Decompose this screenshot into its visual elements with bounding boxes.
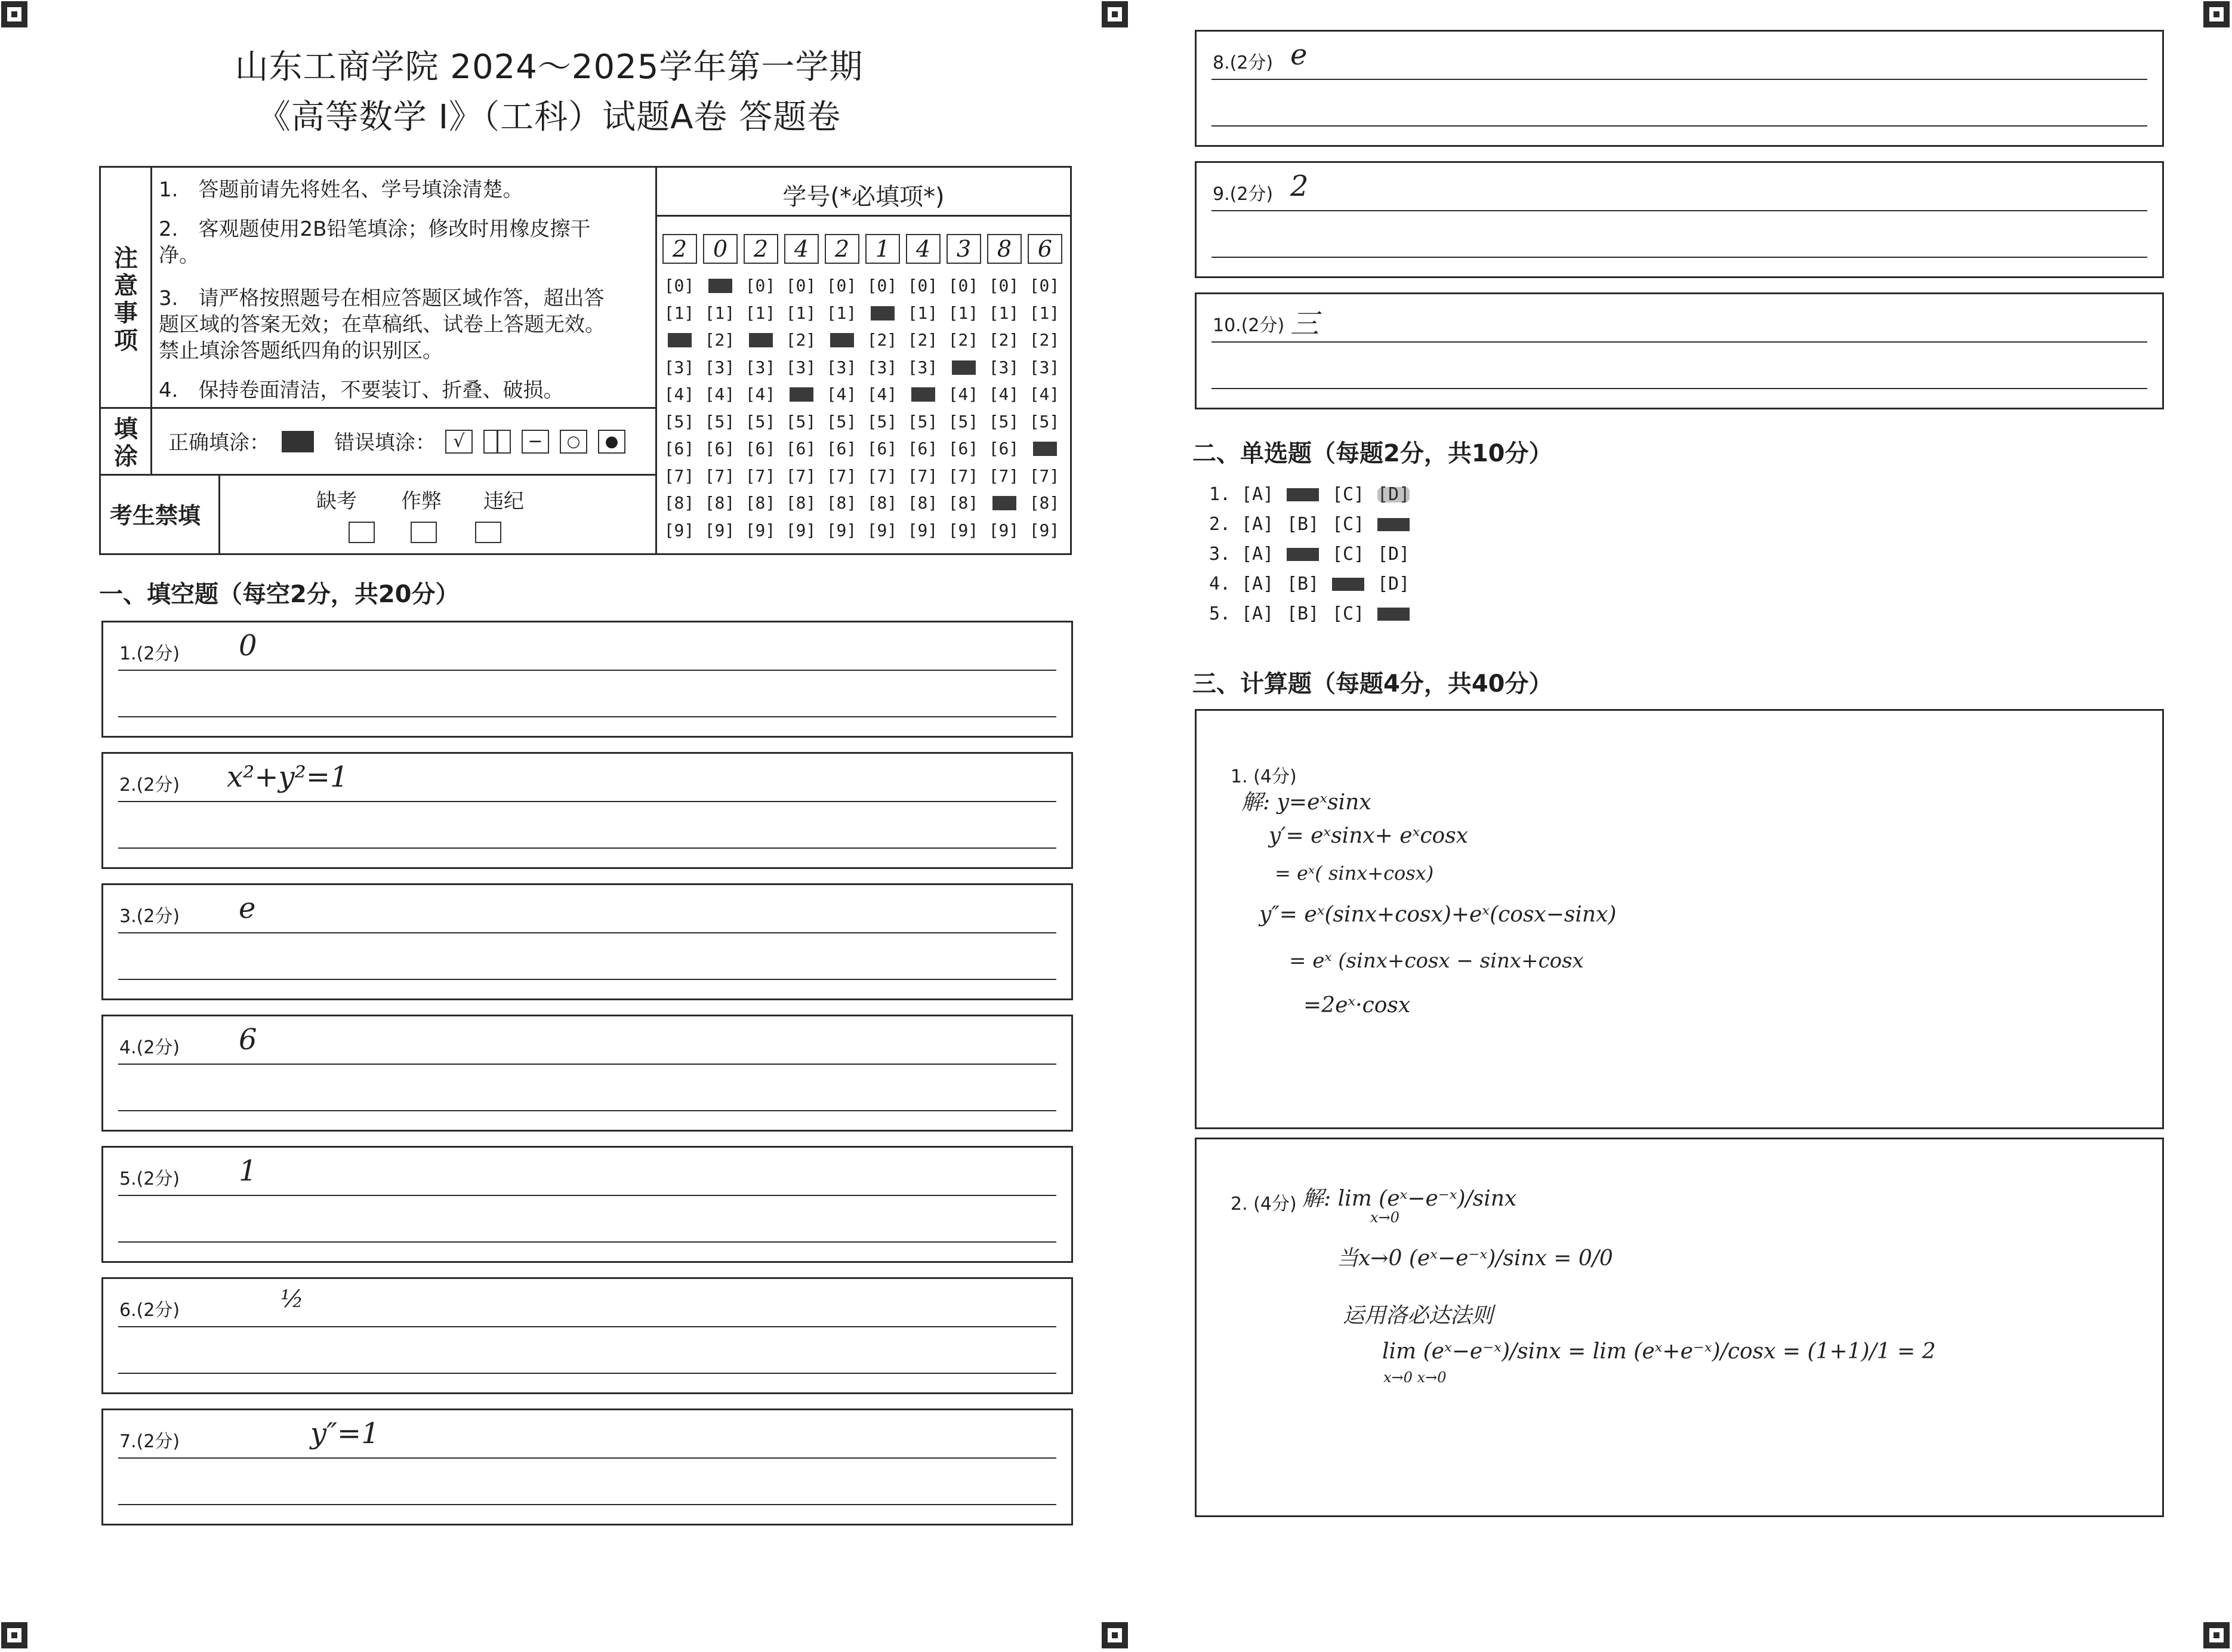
student-id-bubble[interactable]: [2]: [1029, 330, 1060, 350]
student-id-bubble[interactable]: [6]: [867, 439, 898, 458]
mc-option-c[interactable]: [1332, 602, 1377, 627]
student-id-bubble[interactable]: [4]: [826, 384, 857, 404]
student-id-bubble[interactable]: [0]: [948, 276, 979, 295]
registration-mark-bottom-right: [2203, 1622, 2230, 1648]
calc-q1-line: y″= eˣ(sinx+cosx)+eˣ(cosx−sinx): [1259, 902, 1617, 927]
mc-option-a[interactable]: [1241, 482, 1287, 507]
correct-fill-label: 正确填涂：: [168, 431, 270, 455]
cheat-checkbox[interactable]: [411, 522, 437, 543]
student-id-bubble[interactable]: [1]: [826, 303, 857, 323]
student-id-bubble[interactable]: [6]: [664, 439, 695, 458]
student-id-bubble[interactable]: [7]: [907, 466, 938, 486]
mc-option-label: [D]: [1377, 484, 1410, 505]
mc-question-number: 2.: [1209, 514, 1231, 535]
fill-blank-answer[interactable]: 0: [239, 629, 257, 662]
answer-line: [118, 979, 1056, 980]
mc-option-label: [A]: [1241, 514, 1274, 535]
registration-mark-bottom-center: [1102, 1622, 1128, 1648]
mc-option-d[interactable]: [1377, 512, 1423, 537]
student-id-bubble[interactable]: [4]: [745, 384, 776, 404]
student-id-bubble[interactable]: [2]: [785, 330, 816, 350]
student-id-bubble[interactable]: [1]: [907, 303, 938, 323]
student-id-bubble[interactable]: [8]: [664, 493, 695, 513]
student-id-bubble[interactable]: [1]: [785, 303, 816, 323]
student-id-bubble[interactable]: [4]: [704, 384, 735, 404]
answer-line: [1211, 388, 2147, 389]
mc-option-b[interactable]: [1287, 542, 1332, 567]
student-id-digit-cell: 4: [906, 234, 941, 264]
student-id-bubble[interactable]: [7]: [988, 466, 1019, 486]
student-id-bubble[interactable]: [9]: [988, 520, 1019, 540]
fill-blank-answer[interactable]: x²+y²=1: [227, 760, 349, 794]
calc-q1-line: = eˣ( sinx+cosx): [1275, 862, 1434, 884]
answer-line: [118, 1064, 1056, 1065]
mc-option-label: [D]: [1377, 544, 1410, 565]
answer-line: [118, 670, 1056, 671]
student-id-bubble[interactable]: [6]: [785, 439, 816, 458]
answer-line: [118, 1326, 1056, 1327]
student-id-bubble[interactable]: [742, 329, 778, 352]
mc-option-d[interactable]: [1377, 482, 1423, 507]
notice-item-4: 4. 保持卷面清洁，不要装订、折叠、破损。: [159, 378, 564, 402]
student-id-bubble[interactable]: [3]: [785, 357, 816, 377]
fill-blank-label: 8.(2分): [1213, 53, 1274, 73]
mc-option-c[interactable]: [1332, 542, 1377, 567]
student-id-bubble[interactable]: [4]: [867, 384, 898, 404]
student-id-bubble[interactable]: [7]: [704, 466, 735, 486]
student-id-bubble[interactable]: [2]: [948, 330, 979, 350]
registration-mark-top-right: [2203, 1, 2230, 27]
student-id-bubble[interactable]: [8]: [785, 493, 816, 513]
student-id-bubble[interactable]: [5]: [704, 411, 735, 432]
mc-option-label: [B]: [1287, 514, 1320, 535]
student-id-digit-cell: 1: [865, 234, 900, 264]
registration-mark-top-center: [1102, 1, 1128, 27]
fill-blank-answer[interactable]: ½: [280, 1286, 304, 1313]
fill-blank-answer[interactable]: 2: [1290, 169, 1309, 203]
student-id-bubble[interactable]: [1]: [988, 303, 1019, 323]
answer-line: [118, 801, 1056, 802]
mc-option-a[interactable]: [1241, 572, 1287, 597]
student-id-bubble[interactable]: [0]: [1029, 276, 1060, 295]
wrong-fill-dash: −: [522, 430, 549, 454]
student-id-bubble[interactable]: [9]: [1029, 520, 1060, 540]
student-id-bubble[interactable]: [2]: [907, 330, 938, 350]
student-id-digit-cell: 3: [947, 234, 981, 264]
calc-q2-label: 2. (4分): [1231, 1194, 1297, 1215]
student-id-bubble[interactable]: [945, 356, 981, 379]
answer-line: [1211, 341, 2147, 343]
student-id-bubble[interactable]: [0]: [785, 276, 816, 295]
notice-item-1: 1. 答题前请先将姓名、学号填涂清楚。: [159, 178, 523, 202]
mc-option-d[interactable]: [1377, 602, 1423, 627]
student-id-bubble[interactable]: [8]: [1029, 493, 1060, 513]
student-id-bubble[interactable]: [6]: [704, 439, 735, 458]
answer-line: [118, 932, 1056, 933]
answer-line: [1211, 257, 2147, 258]
student-id-bubble[interactable]: [1]: [948, 303, 979, 323]
student-id-bubble[interactable]: [0]: [826, 276, 857, 295]
mc-question-number: 1.: [1209, 484, 1231, 505]
calc-q2-line: 运用洛必达法则: [1343, 1303, 1494, 1328]
student-id-digit-cell: 6: [1028, 234, 1062, 264]
table-divider: [655, 215, 1072, 217]
mc-option-label: [C]: [1332, 603, 1365, 624]
calc-q2-line: x→0 x→0: [1383, 1369, 1447, 1386]
wrong-fill-check: √: [445, 430, 473, 454]
page-title: 山东工商学院 2024～2025学年第一学期: [235, 48, 864, 87]
mc-option-c[interactable]: [1332, 512, 1377, 537]
fill-blank-answer[interactable]: e: [1290, 38, 1308, 72]
section1-title: 一、填空题（每空2分，共20分）: [99, 581, 460, 608]
student-id-bubble[interactable]: [7]: [867, 466, 898, 486]
student-id-bubble[interactable]: [9]: [785, 520, 816, 540]
mc-option-d[interactable]: [1377, 542, 1423, 567]
student-id-bubble[interactable]: [1026, 437, 1062, 460]
student-id-bubble[interactable]: [9]: [907, 520, 938, 540]
registration-mark-top-left: [1, 1, 27, 27]
mc-option-c[interactable]: [1332, 482, 1377, 507]
wrong-fill-dot: ●: [598, 430, 625, 454]
student-id-bubble[interactable]: [0]: [907, 276, 938, 295]
answer-line: [1211, 210, 2147, 211]
mc-row: [1209, 602, 1423, 627]
student-id-bubble[interactable]: [6]: [948, 439, 979, 458]
student-id-bubble[interactable]: [6]: [745, 439, 776, 458]
mc-option-label: [A]: [1241, 484, 1274, 505]
wrong-fill-half: [483, 430, 511, 454]
mc-question-number: 5.: [1209, 603, 1231, 624]
student-id-bubble[interactable]: [5]: [826, 411, 857, 432]
student-id-bubble[interactable]: [3]: [1029, 357, 1060, 377]
student-id-bubble[interactable]: [4]: [664, 384, 695, 404]
fill-label: 填涂: [114, 415, 138, 470]
mc-option-label: [B]: [1287, 574, 1320, 594]
wrong-fill-circle: ○: [560, 430, 587, 454]
student-id-bubble[interactable]: [3]: [664, 357, 695, 377]
table-divider: [150, 166, 152, 407]
student-id-label: 学号(*必填项*): [782, 183, 945, 211]
student-id-bubble[interactable]: [0]: [664, 276, 695, 295]
mc-question-number: 4.: [1209, 574, 1231, 594]
student-id-bubble[interactable]: [7]: [948, 466, 979, 486]
student-id-bubble[interactable]: [9]: [664, 520, 695, 540]
fill-blank-answer[interactable]: 1: [239, 1154, 257, 1188]
wrong-fill-label: 错误填涂：: [334, 431, 436, 455]
mc-option-b[interactable]: [1287, 512, 1332, 537]
student-id-bubble[interactable]: [905, 383, 941, 406]
student-id-bubble[interactable]: [3]: [988, 357, 1019, 377]
student-id-bubble[interactable]: [2]: [867, 330, 898, 350]
student-id-bubble[interactable]: [9]: [826, 520, 857, 540]
mc-option-b[interactable]: [1287, 602, 1332, 627]
registration-mark-bottom-left: [1, 1622, 27, 1648]
cheat-label: 作弊: [401, 489, 442, 513]
student-id-bubble[interactable]: [5]: [785, 411, 816, 432]
mc-option-label: [C]: [1332, 514, 1365, 535]
mc-option-c[interactable]: [1332, 572, 1377, 597]
mc-row: [1209, 572, 1423, 597]
student-id-digit-cell: 2: [825, 234, 859, 264]
student-id-digit-cell: 2: [744, 234, 778, 264]
calc-q2-line: x→0: [1370, 1209, 1399, 1226]
student-id-bubble[interactable]: [8]: [907, 493, 938, 513]
table-divider: [99, 474, 655, 476]
fill-blank-label: 6.(2分): [119, 1300, 180, 1321]
student-id-bubble[interactable]: [5]: [867, 411, 898, 432]
student-id-bubble[interactable]: [0]: [988, 276, 1019, 295]
answer-line: [118, 847, 1056, 849]
exam-reserved-label: 考生禁填: [110, 503, 201, 529]
answer-line: [118, 1373, 1056, 1374]
student-id-bubble[interactable]: [5]: [745, 411, 776, 432]
fill-blank-label: 10.(2分): [1213, 315, 1285, 336]
student-id-bubble[interactable]: [702, 275, 738, 297]
student-id-bubble[interactable]: [9]: [867, 520, 898, 540]
calc-q1-line: =2eˣ·cosx: [1303, 993, 1411, 1018]
student-id-bubble[interactable]: [3]: [704, 357, 735, 377]
calc-q1-label: 1. (4分): [1231, 766, 1297, 787]
answer-line: [1211, 79, 2147, 80]
fill-blank-box[interactable]: [101, 1277, 1073, 1394]
student-id-bubble[interactable]: [1]: [745, 303, 776, 323]
fill-blank-label: 2.(2分): [119, 775, 180, 796]
student-id-bubble[interactable]: [3]: [826, 357, 857, 377]
student-id-bubble[interactable]: [864, 302, 900, 325]
answer-line: [1211, 125, 2147, 127]
answer-line: [118, 1241, 1056, 1243]
student-id-bubble[interactable]: [7]: [664, 466, 695, 486]
student-id-bubble[interactable]: [8]: [745, 493, 776, 513]
mc-option-b[interactable]: [1287, 482, 1332, 507]
mc-option-b[interactable]: [1287, 572, 1332, 597]
fill-blank-label: 5.(2分): [119, 1169, 180, 1189]
fill-blank-box[interactable]: [1195, 292, 2164, 409]
student-id-bubble[interactable]: [7]: [1029, 466, 1060, 486]
mc-option-label: [A]: [1241, 574, 1274, 594]
table-divider: [655, 166, 657, 555]
student-id-bubble[interactable]: [7]: [826, 466, 857, 486]
student-id-digit-cell: 4: [784, 234, 819, 264]
student-id-bubble[interactable]: [8]: [867, 493, 898, 513]
student-id-bubble[interactable]: [8]: [948, 493, 979, 513]
fill-blank-box[interactable]: [101, 1408, 1073, 1525]
violation-checkbox[interactable]: [475, 522, 501, 543]
calc-q2-line: lim (eˣ−e⁻ˣ)/sinx = lim (eˣ+e⁻ˣ)/cosx = (1+1)/1 = 2: [1382, 1339, 1936, 1364]
student-id-bubble[interactable]: [6]: [907, 439, 938, 458]
mc-option-d[interactable]: [1377, 572, 1423, 597]
student-id-bubble[interactable]: [4]: [988, 384, 1019, 404]
notice-item-3: 3. 请严格按照题号在相应答题区域作答，超出答题区域的答案无效；在草稿纸、试卷上答题无效。禁止填涂答题纸四角的识别区。: [159, 286, 605, 363]
student-id-bubble[interactable]: [5]: [907, 411, 938, 432]
mc-row: [1209, 482, 1423, 507]
student-id-bubble[interactable]: [8]: [704, 493, 735, 513]
section2-title: 二、单选题（每题2分，共10分）: [1192, 440, 1553, 467]
answer-line: [118, 1110, 1056, 1111]
fill-blank-answer[interactable]: 三: [1290, 307, 1320, 341]
fill-blank-label: 1.(2分): [119, 643, 180, 664]
student-id-bubble[interactable]: [0]: [745, 276, 776, 295]
fill-blank-answer[interactable]: 6: [239, 1023, 257, 1056]
student-id-bubble[interactable]: [1]: [1029, 303, 1060, 323]
fill-blank-answer[interactable]: e: [239, 892, 256, 925]
answer-line: [118, 1457, 1056, 1459]
student-id-bubble[interactable]: [7]: [745, 466, 776, 486]
student-id-bubble[interactable]: [5]: [948, 411, 979, 432]
mc-option-label: [B]: [1287, 603, 1320, 624]
student-id-bubble[interactable]: [1]: [704, 303, 735, 323]
fill-blank-answer[interactable]: y″=1: [310, 1417, 380, 1450]
student-id-bubble[interactable]: [9]: [745, 520, 776, 540]
student-id-bubble[interactable]: [3]: [907, 357, 938, 377]
mc-option-label: [C]: [1332, 544, 1365, 565]
student-id-bubble[interactable]: [2]: [704, 330, 735, 350]
student-id-digit-cell: 0: [703, 234, 738, 264]
student-id-digit-cell: 2: [662, 234, 697, 264]
student-id-bubble[interactable]: [9]: [948, 520, 979, 540]
student-id-bubble[interactable]: [2]: [988, 330, 1019, 350]
student-id-bubble[interactable]: [5]: [988, 411, 1019, 432]
calc-q1-line: 解: y=eˣsinx: [1241, 790, 1371, 815]
mc-option-label: [A]: [1241, 544, 1274, 565]
table-divider: [218, 474, 220, 555]
student-id-bubble[interactable]: [0]: [867, 276, 898, 295]
mc-option-label: [C]: [1332, 484, 1365, 505]
absent-checkbox[interactable]: [349, 522, 375, 543]
correct-fill-sample: [282, 431, 314, 452]
student-id-digit-cell: 8: [987, 234, 1022, 264]
mc-option-a[interactable]: [1241, 542, 1287, 567]
answer-line: [118, 716, 1056, 717]
student-id-bubble[interactable]: [3]: [745, 357, 776, 377]
fill-blank-label: 9.(2分): [1213, 184, 1274, 205]
fill-blank-box[interactable]: [1195, 161, 2164, 278]
mc-question-number: 3.: [1209, 544, 1231, 565]
notice-label: 注意事项: [114, 245, 138, 355]
student-id-bubble[interactable]: [3]: [867, 357, 898, 377]
page-subtitle: 《高等数学 I》（工科）试题A卷 答题卷: [257, 98, 841, 137]
student-id-bubble[interactable]: [4]: [1029, 384, 1060, 404]
student-id-bubble[interactable]: [824, 329, 859, 352]
student-id-bubble[interactable]: [986, 492, 1022, 514]
student-id-bubble[interactable]: [661, 329, 697, 352]
fill-blank-box[interactable]: [1195, 30, 2164, 147]
calc-q1-line: = eˣ (sinx+cosx − sinx+cosx: [1289, 949, 1584, 973]
student-id-bubble[interactable]: [5]: [664, 411, 695, 432]
student-id-bubble[interactable]: [6]: [988, 439, 1019, 458]
table-divider: [99, 407, 655, 409]
notice-item-2: 2. 客观题使用2B铅笔填涂；修改时用橡皮擦干净。: [159, 217, 591, 267]
student-id-bubble[interactable]: [9]: [704, 520, 735, 540]
table-divider: [150, 407, 152, 474]
answer-line: [118, 1504, 1056, 1505]
absent-label: 缺考: [316, 489, 357, 513]
fill-blank-label: 7.(2分): [119, 1431, 180, 1452]
calc-q2-line: 解: lim (eˣ−e⁻ˣ)/sinx: [1302, 1186, 1517, 1211]
student-id-bubble[interactable]: [4]: [948, 384, 979, 404]
student-id-bubble[interactable]: [6]: [826, 439, 857, 458]
mc-row: [1209, 542, 1423, 567]
student-id-bubble[interactable]: [5]: [1029, 411, 1060, 432]
mc-row: [1209, 512, 1423, 537]
student-id-bubble[interactable]: [7]: [785, 466, 816, 486]
mc-option-a[interactable]: [1241, 602, 1287, 627]
mc-option-label: [A]: [1241, 603, 1274, 624]
student-id-bubble[interactable]: [783, 383, 819, 406]
mc-option-a[interactable]: [1241, 512, 1287, 537]
violation-label: 违纪: [483, 489, 524, 513]
fill-blank-label: 3.(2分): [119, 906, 180, 927]
section3-title: 三、计算题（每题4分，共40分）: [1192, 670, 1553, 698]
mc-option-label: [D]: [1377, 574, 1410, 594]
answer-line: [118, 1195, 1056, 1196]
fill-blank-label: 4.(2分): [119, 1037, 180, 1058]
calc-q2-line: 当x→0 (eˣ−e⁻ˣ)/sinx = 0/0: [1337, 1246, 1613, 1271]
student-id-bubble[interactable]: [1]: [664, 303, 695, 323]
student-id-bubble[interactable]: [8]: [826, 493, 857, 513]
calc-q1-line: y′= eˣsinx+ eˣcosx: [1269, 824, 1468, 848]
